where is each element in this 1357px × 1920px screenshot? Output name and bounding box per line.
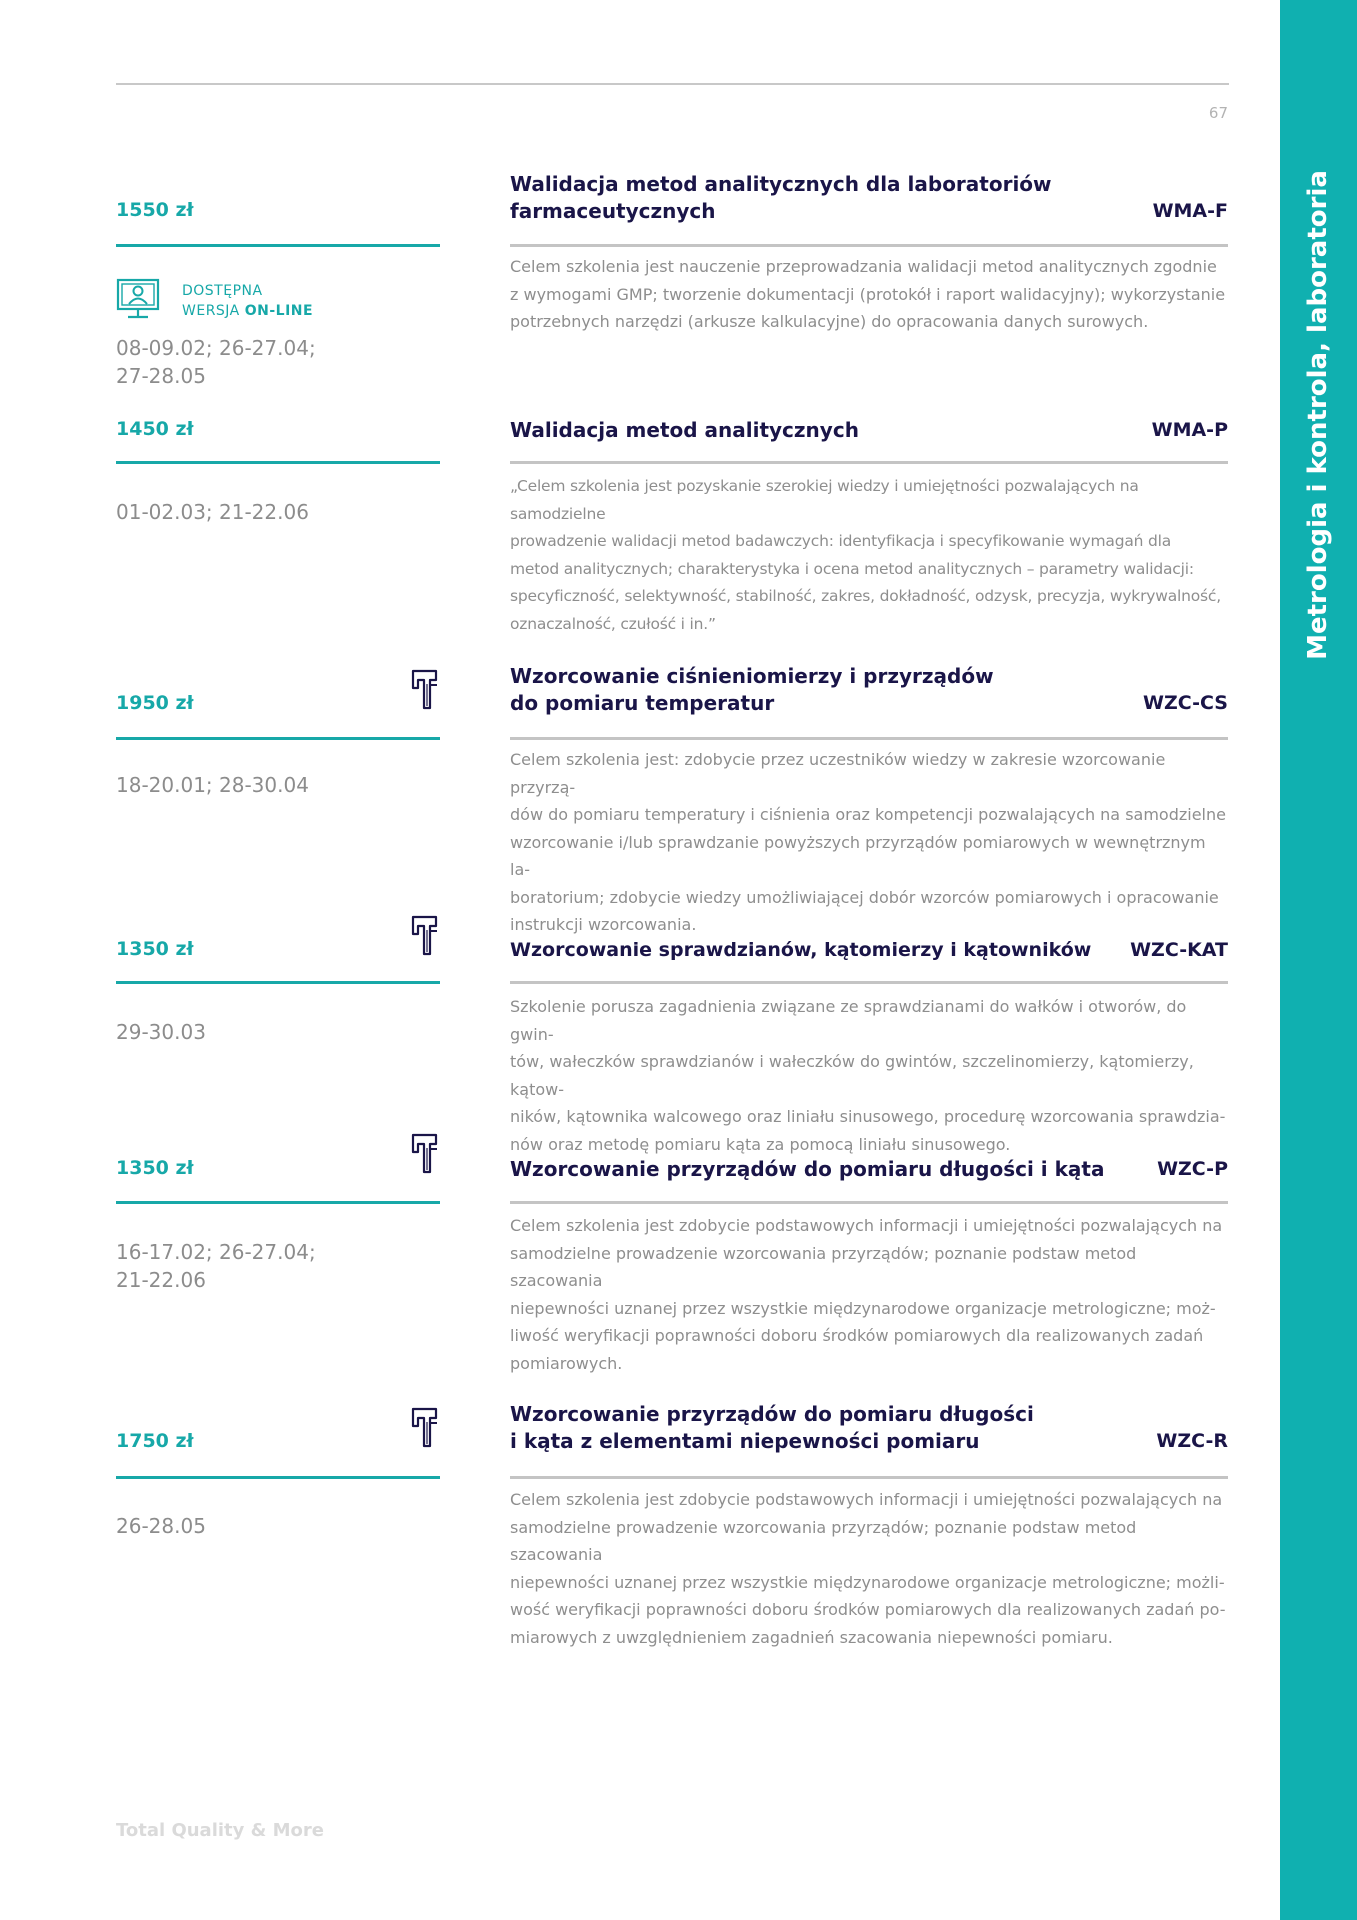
online-training-icon <box>116 277 160 321</box>
course-title-line1: Wzorcowanie ciśnieniomierzy i przyrządów <box>510 664 994 688</box>
course-dates <box>116 1238 316 1294</box>
price-rule <box>116 461 440 464</box>
course-price: 1350 zł <box>116 938 194 960</box>
description-line: z wymogami GMP; tworzenie dokumentacji (protokół i raport walidacyjny); wykorzystanie <box>510 284 1226 304</box>
caliper-icon <box>410 914 442 958</box>
price-rule <box>116 1476 440 1479</box>
course-price: 1550 zł <box>116 199 194 221</box>
description-line: boratorium; zdobycie wiedzy umożliwiającej dobór wzorców pomiarowych i opracowanie <box>510 887 1219 907</box>
top-rule <box>116 83 1229 85</box>
description-line: tów, wałeczków sprawdzianów i wałeczków do gwintów, szczelinomierzy, kątomierzy, kątow- <box>510 1052 1194 1099</box>
course-title <box>510 171 1052 225</box>
title-rule <box>510 244 1228 247</box>
description-line: metod analitycznych; charakterystyka i ocena metod analitycznych – parametry walidacji: <box>510 559 1194 578</box>
course-description <box>510 746 1228 939</box>
caliper-icon <box>410 1406 442 1450</box>
description-line: Celem szkolenia jest: zdobycie przez uczestników wiedzy w zakresie wzorcowanie przyrzą- <box>510 750 1166 797</box>
description-line: „Celem szkolenia jest pozyskanie szerokiej wiedzy i umiejętności pozwalających na samodzielne <box>510 477 1139 523</box>
price-rule <box>116 244 440 247</box>
course-dates <box>116 1512 206 1540</box>
course-title-line1: Wzorcowanie sprawdzianów, kątomierzy i kątowników <box>510 939 1092 961</box>
course-title-line2: i kąta z elementami niepewności pomiaru <box>510 1429 980 1453</box>
course-dates <box>116 1018 206 1046</box>
course-description <box>510 993 1228 1158</box>
course-code: WMA-P <box>1151 419 1228 441</box>
description-line: liwość weryfikacji poprawności doboru środków pomiarowych dla realizowanych zadań <box>510 1326 1204 1345</box>
price-rule <box>116 737 440 740</box>
online-badge-line2 <box>182 303 313 319</box>
description-line: niepewności uznanej przez wszystkie międzynarodowe organizacje metrologiczne; możli- <box>510 1572 1225 1592</box>
title-rule <box>510 461 1228 464</box>
course-price: 1950 zł <box>116 692 194 714</box>
dates-line2: 21-22.06 <box>116 1268 206 1292</box>
course-price: 1750 zł <box>116 1430 194 1452</box>
description-line: samodzielne prowadzenie wzorcowania przyrządów; poznanie podstaw metod szacowania <box>510 1243 1137 1290</box>
course-title <box>510 663 994 717</box>
dates-line2: 27-28.05 <box>116 364 206 388</box>
description-line: wość weryfikacji poprawności doboru środków pomiarowych dla realizowanych zadań po- <box>510 1600 1226 1619</box>
footer-brand: Total Quality & More <box>116 1820 324 1841</box>
course-title-line1: Walidacja metod analitycznych dla laboratoriów <box>510 172 1052 196</box>
course-title <box>510 1401 1034 1455</box>
course-dates <box>116 498 309 526</box>
dates-line1: 01-02.03; 21-22.06 <box>116 500 309 524</box>
course-title-line2: farmaceutycznych <box>510 199 716 223</box>
course-description <box>510 473 1228 638</box>
course-code: WZC-P <box>1157 1158 1228 1180</box>
description-line: niepewności uznanej przez wszystkie międzynarodowe organizacje metrologiczne; moż- <box>510 1298 1216 1318</box>
course-title-line1: Walidacja metod analitycznych <box>510 418 859 442</box>
description-line: specyficzność, selektywność, stabilność, zakres, dokładność, odzysk, precyzja, wykrywalność, <box>510 587 1221 605</box>
course-dates <box>116 771 309 799</box>
description-line: ników, kątownika walcowego oraz liniału sinusowego, procedurę wzorcowania sprawdzia- <box>510 1107 1226 1126</box>
course-description <box>510 1486 1228 1651</box>
title-rule <box>510 737 1228 740</box>
course-price: 1350 zł <box>116 1157 194 1179</box>
description-line: samodzielne prowadzenie wzorcowania przyrządów; poznanie podstaw metod szacowania <box>510 1517 1137 1564</box>
dates-line1: 18-20.01; 28-30.04 <box>116 773 309 797</box>
course-title <box>510 937 1092 964</box>
description-line: Szkolenie porusza zagadnienia związane ze sprawdzianami do wałków i otworów, do gwin- <box>510 997 1187 1044</box>
sidebar <box>1280 0 1357 1920</box>
caliper-icon <box>410 1132 442 1176</box>
dates-line1: 26-28.05 <box>116 1514 206 1538</box>
description-line: dów do pomiaru temperatury i ciśnienia oraz kompetencji pozwalających na samodzielne <box>510 805 1226 824</box>
page-number: 67 <box>1208 104 1228 122</box>
description-line: Celem szkolenia jest zdobycie podstawowych informacji i umiejętności pozwalających na <box>510 1216 1223 1235</box>
course-title-line1: Wzorcowanie przyrządów do pomiaru długości i kąta <box>510 1157 1105 1181</box>
description-line: prowadzenie walidacji metod badawczych: identyfikacja i specyfikowanie wymagań dla <box>510 532 1172 550</box>
description-line: pomiarowych. <box>510 1353 623 1373</box>
description-line: Celem szkolenia jest zdobycie podstawowych informacji i umiejętności pozwalających na <box>510 1490 1223 1509</box>
course-description <box>510 253 1228 336</box>
online-badge <box>116 275 446 325</box>
dates-line1: 16-17.02; 26-27.04; <box>116 1240 316 1264</box>
course-code: WMA-F <box>1152 200 1228 222</box>
online-badge-prefix: WERSJA <box>182 303 245 319</box>
title-rule <box>510 1476 1228 1479</box>
description-line: wzorcowanie i/lub sprawdzanie powyższych przyrządów pomiarowych w wewnętrznym la- <box>510 832 1206 879</box>
description-line: potrzebnych narzędzi (arkusze kalkulacyjne) do opracowania danych surowych. <box>510 312 1149 331</box>
caliper-icon <box>410 668 442 712</box>
course-title-line1: Wzorcowanie przyrządów do pomiaru długości <box>510 1402 1034 1426</box>
description-line: miarowych z uwzględnieniem zagadnień szacowania niepewności pomiaru. <box>510 1627 1113 1647</box>
price-rule <box>116 1201 440 1204</box>
title-rule <box>510 1201 1228 1204</box>
online-badge-line1: DOSTĘPNA <box>182 283 263 299</box>
course-description <box>510 1212 1228 1377</box>
dates-line1: 29-30.03 <box>116 1020 206 1044</box>
description-line: Celem szkolenia jest nauczenie przeprowadzania walidacji metod analitycznych zgodnie <box>510 257 1217 276</box>
description-line: oznaczalność, czułość i in.” <box>510 614 716 633</box>
description-line: instrukcji wzorcowania. <box>510 915 697 934</box>
online-badge-bold: ON-LINE <box>244 303 314 319</box>
course-title <box>510 417 980 444</box>
course-title <box>510 1156 1105 1183</box>
course-title-line2: do pomiaru temperatur <box>510 691 775 715</box>
sidebar-title: Metrologia i kontrola, laboratoria <box>1303 170 1333 660</box>
course-code: WZC-KAT <box>1130 939 1228 961</box>
course-dates <box>116 334 316 390</box>
title-rule <box>510 981 1228 984</box>
dates-line1: 08-09.02; 26-27.04; <box>116 336 316 360</box>
course-code: WZC-R <box>1156 1430 1228 1452</box>
course-code: WZC-CS <box>1143 692 1228 714</box>
course-price: 1450 zł <box>116 418 194 440</box>
price-rule <box>116 981 440 984</box>
description-line: nów oraz metodę pomiaru kąta za pomocą liniału sinusowego. <box>510 1134 1011 1154</box>
